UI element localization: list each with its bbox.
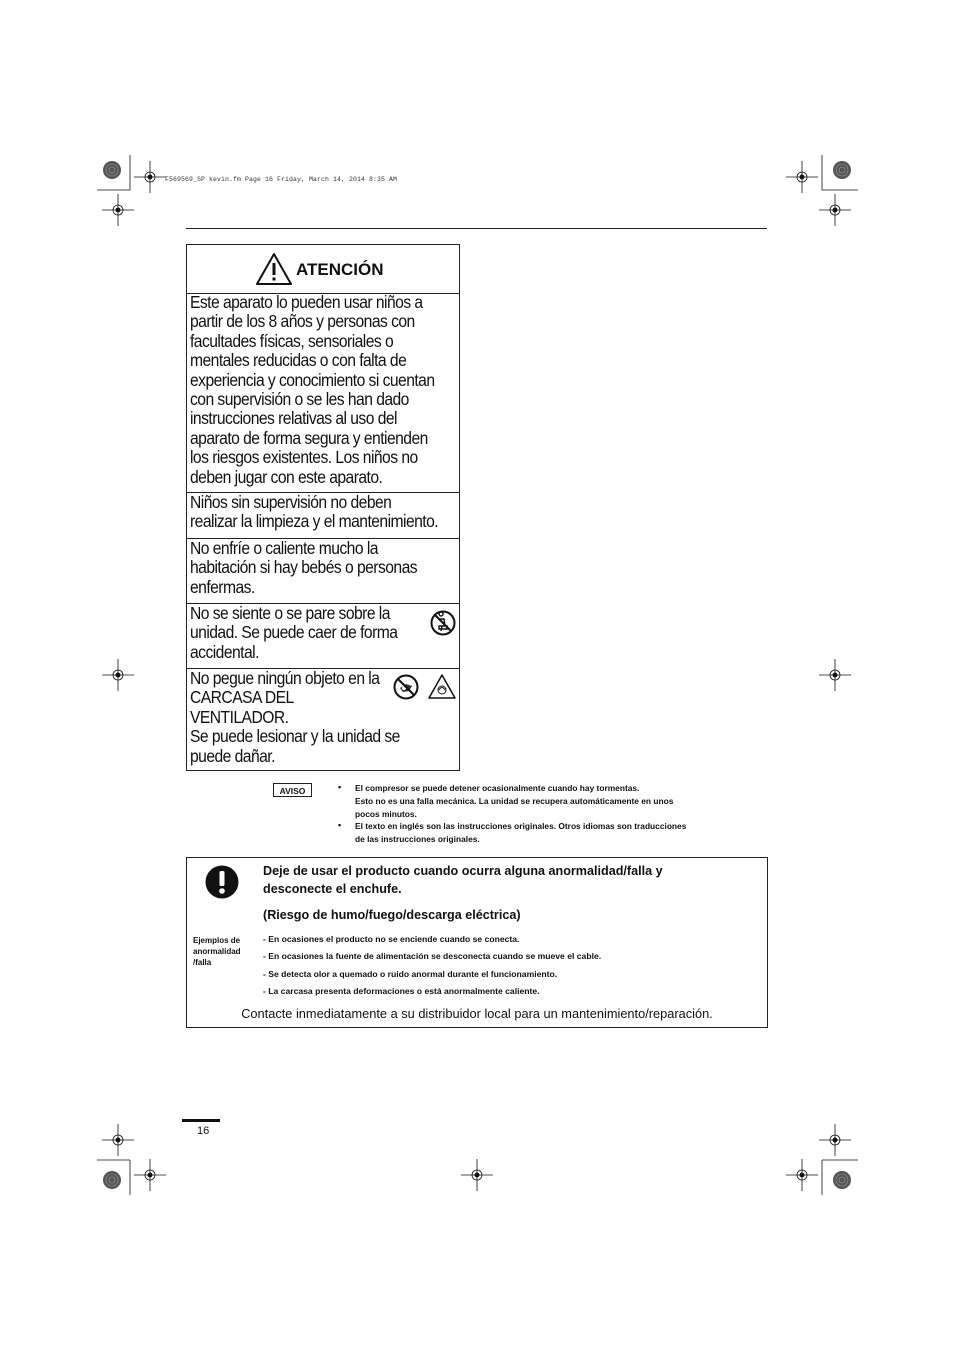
text-line: pocos minutos. [355, 809, 417, 819]
example-item: - En ocasiones el producto no se enciende cuando se conecta. [263, 934, 520, 944]
atencion-section-1 [187, 293, 459, 493]
text-line: VENTILADOR. [190, 706, 289, 727]
text-line: con supervisión o se les han dado [190, 389, 409, 410]
top-rule [186, 228, 767, 229]
example-item: - Se detecta olor a quemado o ruido anormal durante el funcionamiento. [263, 969, 558, 979]
bullet: • [338, 782, 342, 792]
atencion-section-5 [187, 669, 459, 772]
text-line: deben jugar con este aparato. [190, 466, 383, 487]
text-line: No pegue ningún objeto en la [190, 668, 380, 688]
atencion-section-2 [187, 493, 459, 539]
text-line: instrucciones relativas al uso del [190, 408, 397, 429]
example-item: - En ocasiones la fuente de alimentación se desconecta cuando se mueve el cable. [263, 951, 602, 961]
atencion-header [187, 245, 459, 294]
text-line: accidental. [190, 641, 259, 662]
atencion-section-4 [187, 604, 459, 669]
text-line: realizar la limpieza y el mantenimiento. [190, 511, 439, 532]
text-line: El compresor se puede detener ocasionalmente cuando hay tormentas. [355, 783, 640, 793]
text-line: No se siente o se pare sobre la [190, 603, 390, 623]
malfunction-warning-box [186, 857, 768, 1028]
atencion-section-3 [187, 539, 459, 604]
warning-heading: Deje de usar el producto cuando ocurra alguna anormalidad/falla y desconecte el enchufe. [263, 864, 663, 896]
examples-label [193, 935, 241, 968]
page-number-rule [182, 1119, 220, 1122]
aviso-label: AVISO [273, 783, 312, 797]
warning-risk: (Riesgo de humo/fuego/descarga eléctrica) [263, 908, 521, 922]
aviso-item-2 [355, 820, 686, 846]
text-line: /falla [193, 958, 212, 967]
file-header: F569569_SP kevin.fm Page 16 Friday, March 14, 2014 8:35 AM [165, 176, 398, 183]
atencion-box [186, 244, 460, 771]
text-line: experiencia y conocimiento si cuentan [190, 369, 435, 390]
text-line: enfermas. [190, 576, 255, 597]
example-item: - La carcasa presenta deformaciones o está anormalmente caliente. [263, 986, 540, 996]
text-line: de las instrucciones originales. [355, 834, 480, 844]
text-line: Ejemplos de [193, 936, 241, 945]
contact-text: Contacte inmediatamente a su distribuidor local para un mantenimiento/reparación. [241, 1006, 713, 1021]
no-insert-objects-icon [393, 674, 419, 700]
bullet: • [338, 820, 342, 830]
text-line: No enfríe o caliente mucho la [190, 538, 378, 558]
atencion-title: ATENCIÓN [296, 260, 384, 279]
text-line: puede dañar. [190, 745, 275, 766]
text-line: Este aparato lo pueden usar niños a [190, 292, 423, 312]
text-line: Niños sin supervisión no deben [190, 492, 392, 512]
text-line: los riesgos existentes. Los niños no [190, 447, 418, 468]
aviso-item-1 [355, 782, 673, 821]
text-line: anormalidad [193, 947, 241, 956]
text-line: CARCASA DEL [190, 687, 294, 708]
text-line: Esto no es una falla mecánica. La unidad se recupera automáticamente en unos [355, 796, 674, 806]
exclamation-icon [205, 865, 239, 899]
text-line: partir de los 8 años y personas con [190, 311, 415, 332]
text-line: habitación si hay bebés o personas [190, 557, 418, 578]
warning-triangle-icon [255, 252, 293, 286]
text-line: Se puede lesionar y la unidad se [190, 726, 400, 747]
page-number: 16 [197, 1125, 210, 1137]
text-line: mentales reducidas o con falta de [190, 350, 407, 371]
no-standing-icon [430, 610, 456, 636]
text-line: facultades físicas, sensoriales o [190, 330, 394, 351]
text-line: unidad. Se puede caer de forma [190, 622, 398, 643]
text-line: El texto en inglés son las instrucciones originales. Otros idiomas son traducciones [355, 821, 687, 831]
fan-warning-icon [427, 673, 457, 700]
text-line: aparato de forma segura y entienden [190, 427, 428, 448]
